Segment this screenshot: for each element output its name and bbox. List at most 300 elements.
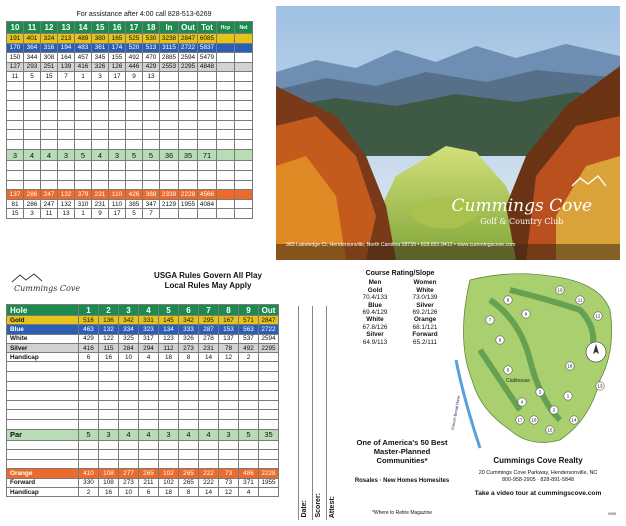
score-cell: 222 [199,469,219,478]
front-nine-header-row [7,305,279,316]
score-cell: 492 [239,343,259,352]
score-cell [217,199,235,209]
blank-cell [79,391,99,401]
blank-score-row [7,120,253,130]
score-cell: 486 [239,469,259,478]
forward-tee-row [7,199,253,209]
score-cell: 492 [126,53,143,63]
score-cell [217,34,235,44]
blank-cell [217,91,235,101]
blank-cell [179,130,198,140]
hole-number: 17 [517,417,523,423]
blank-cell [179,161,198,171]
score-cell: 563 [239,325,259,334]
blank-cell [217,130,235,140]
blank-score-row [7,391,279,401]
score-cell: 295 [199,316,219,325]
rating-cell: 70.4/133 [362,294,388,302]
blank-cell [239,391,259,401]
score-cell: 286 [24,199,41,209]
rating-cell: White [366,316,384,324]
blank-cell [92,110,109,120]
rating-cell: 69.4/129 [362,309,388,317]
blank-cell [75,180,92,190]
score-cell: 153 [219,325,239,334]
blank-cell [109,110,126,120]
blank-cell [79,440,99,450]
hcp-tee-row [7,72,253,82]
blank-cell [179,450,199,460]
front-nine-table [6,304,279,497]
score-cell: 108 [99,478,119,487]
blank-cell [109,140,126,150]
score-cell: 265 [139,469,159,478]
blank-cell [160,81,179,91]
blank-cell [179,140,198,150]
blank-cell [160,91,179,101]
header-cell: 2 [99,305,119,316]
score-cell: 139 [58,62,75,72]
blank-cell [41,180,58,190]
blank-cell [75,170,92,180]
score-cell: 316 [41,43,58,53]
blank-cell [159,400,179,410]
blank-cell [160,161,179,171]
score-cell: 136 [99,316,119,325]
header-cell: 5 [159,305,179,316]
score-cell: 108 [99,469,119,478]
score-cell [179,72,198,82]
rating-grid [350,279,450,346]
blank-cell [259,372,279,382]
blank-cell [217,101,235,111]
score-cell: 277 [119,469,139,478]
mountain-logo-icon [10,272,81,294]
score-cell [160,209,179,219]
score-cell: 2594 [259,334,279,343]
score-cell [217,209,235,219]
blank-cell [179,400,199,410]
blank-cell [179,410,199,420]
score-cell: 347 [143,199,160,209]
blank-cell [24,81,41,91]
blank-cell [239,459,259,469]
score-cell: 344 [24,53,41,63]
blank-cell [126,130,143,140]
score-cell: 13 [58,209,75,219]
score-cell [259,353,279,362]
rating-cell: Men [368,279,382,287]
blank-cell [7,391,79,401]
header-cell: 17 [126,22,143,34]
score-cell: 483 [75,43,92,53]
score-cell: 470 [143,53,160,63]
score-cell: 3 [92,72,109,82]
rules-text [98,271,318,291]
hole-number: 1 [566,393,570,399]
tee-label: Blue [7,325,79,334]
score-cell: 5 [24,72,41,82]
hole-label: Hole [7,305,79,316]
blank-cell [198,110,217,120]
home-types: Rosales · New Homes Homesites [354,478,450,484]
blank-cell [199,362,219,372]
blank-cell [119,420,139,430]
score-cell: 5837 [198,43,217,53]
hole-number: 14 [571,417,577,423]
hole-number: 13 [597,383,603,389]
blank-cell [160,110,179,120]
header-cell: 12 [41,22,58,34]
blank-cell [58,161,75,171]
score-cell: 191 [7,34,24,44]
score-cell: 7 [143,209,160,219]
rating-cell: 67.8/126 [362,323,388,331]
blank-cell [58,180,75,190]
blank-score-row [7,170,253,180]
score-cell: 4 [239,488,259,497]
score-cell [235,53,253,63]
score-cell: 165 [109,34,126,44]
blank-cell [143,110,160,120]
rating-cell: 65.2/111 [413,338,437,346]
blank-cell [58,110,75,120]
score-cell: 2129 [160,199,179,209]
score-cell: 73 [219,478,239,487]
score-cell: 1955 [259,478,279,487]
blank-cell [7,420,79,430]
front-nine-scorecard [6,266,342,522]
header-cell: 6 [179,305,199,316]
score-cell: 324 [41,34,58,44]
front-nine-header [6,266,342,304]
clubhouse-label: Clubhouse [506,378,530,384]
score-cell: 361 [92,43,109,53]
score-cell: 110 [109,190,126,200]
blank-cell [160,140,179,150]
blank-cell [239,450,259,460]
blank-cell [217,161,235,171]
par-cell: 4 [92,150,109,161]
tee-label: Forward [7,478,79,487]
score-cell: 122 [99,334,119,343]
blank-cell [139,440,159,450]
blank-cell [75,81,92,91]
score-cell: 323 [139,325,159,334]
forward-handicap-row [7,209,253,219]
blank-cell [119,400,139,410]
blank-cell [79,372,99,382]
blank-cell [119,450,139,460]
blank-cell [24,110,41,120]
video-tour-link[interactable]: Take a video tour at cummingscove.com [474,490,602,497]
score-cell: 571 [239,316,259,325]
blank-cell [99,372,119,382]
score-cell: 167 [219,316,239,325]
forward-tee-row [7,478,279,487]
blank-cell [198,120,217,130]
score-cell: 516 [79,316,99,325]
score-cell [198,72,217,82]
rating-cell: 68.1/121 [412,323,438,331]
blank-score-row [7,362,279,372]
blank-cell [199,391,219,401]
blank-score-row [7,381,279,391]
rating-cell: White [416,286,434,294]
blank-cell [139,391,159,401]
par-label: Par [7,429,79,440]
score-cell: 11 [41,209,58,219]
score-cell: 293 [24,62,41,72]
blank-cell [24,120,41,130]
score-cell: 2847 [179,34,198,44]
gold-tee-row [7,34,253,44]
tee-label: Handicap [7,488,79,497]
blank-cell [41,91,58,101]
blank-cell [199,410,219,420]
score-cell: 278 [199,334,219,343]
blank-cell [199,420,219,430]
blank-cell [179,120,198,130]
blank-cell [199,400,219,410]
header-cell: 9 [239,305,259,316]
hole-number: 3 [538,389,542,395]
score-cell: 287 [199,325,219,334]
blank-cell [179,381,199,391]
scorer-label: Scorer: [315,493,322,518]
score-cell: 380 [92,34,109,44]
score-cell: 326 [92,62,109,72]
par-cell: 35 [179,150,198,161]
blank-cell [41,130,58,140]
white-tee-row [7,53,253,63]
score-cell: 4848 [198,62,217,72]
blank-cell [219,450,239,460]
header-cell: 3 [119,305,139,316]
score-cell: 5 [126,209,143,219]
blank-cell [143,81,160,91]
blank-cell [235,120,253,130]
blank-cell [7,110,24,120]
score-cell: 385 [126,199,143,209]
blank-score-row [7,459,279,469]
blank-cell [7,372,79,382]
score-cell: 110 [109,199,126,209]
par-cell: 3 [99,429,119,440]
blank-cell [58,130,75,140]
par-cell: 3 [7,150,24,161]
blank-cell [126,161,143,171]
tee-label: Silver [7,343,79,352]
header-cell: 1 [79,305,99,316]
blank-score-row [7,110,253,120]
score-cell: 2847 [259,316,279,325]
realty-contact [458,470,618,483]
score-cell: 6085 [198,34,217,44]
blank-cell [239,440,259,450]
blank-score-row [7,440,279,450]
score-cell: 1 [75,72,92,82]
score-cell: 364 [24,43,41,53]
score-cell: 513 [143,43,160,53]
tee-label: Handicap [7,353,79,362]
blank-cell [143,161,160,171]
attest-label: Attest: [329,495,336,518]
par-cell: 5 [79,429,99,440]
blank-cell [179,391,199,401]
blank-cell [99,362,119,372]
score-cell: 231 [199,343,219,352]
score-cell: 4 [139,353,159,362]
date-column [298,306,312,520]
blank-cell [79,420,99,430]
blank-cell [259,459,279,469]
score-cell: 164 [58,53,75,63]
score-cell: 134 [159,325,179,334]
blank-cell [79,362,99,372]
blank-cell [58,91,75,101]
blank-cell [235,130,253,140]
blank-cell [199,381,219,391]
score-cell: 446 [126,62,143,72]
score-cell: 155 [109,53,126,63]
score-cell: 9 [92,209,109,219]
blank-cell [7,459,79,469]
blank-cell [259,420,279,430]
score-cell: 284 [119,343,139,352]
score-cell: 3 [24,209,41,219]
blank-score-row [7,140,253,150]
course-rating-block [350,270,450,346]
blank-cell [92,130,109,140]
hole-number: 8 [506,297,510,303]
blank-cell [92,170,109,180]
tee-label: Orange [7,469,79,478]
score-cell: 102 [159,478,179,487]
par-cell: 5 [143,150,160,161]
blank-cell [58,101,75,111]
score-cell: 2553 [160,62,179,72]
blank-cell [217,140,235,150]
blank-score-row [7,450,279,460]
realty-title: Cummings Cove Realty [493,456,583,465]
blank-cell [99,420,119,430]
cummings-cove-logo [10,272,81,294]
score-cell: 6 [139,488,159,497]
header-cell: 16 [109,22,126,34]
score-cell: 294 [139,343,159,352]
score-cell: 137 [219,334,239,343]
score-cell: 416 [79,343,99,352]
score-cell: 342 [119,316,139,325]
score-cell [217,62,235,72]
blank-cell [109,170,126,180]
community-slogan: One of America's 50 Best Master-Planned Communities* [356,438,448,465]
score-cell: 379 [75,190,92,200]
blank-cell [217,170,235,180]
hole-number: 16 [531,417,537,423]
rating-cell: Orange [413,316,437,324]
blank-cell [24,170,41,180]
blank-cell [219,372,239,382]
blank-cell [92,180,109,190]
hole-number: 6 [498,337,502,343]
blank-cell [24,140,41,150]
blank-cell [235,110,253,120]
blank-cell [198,161,217,171]
blank-cell [75,120,92,130]
score-cell [235,62,253,72]
logo-text: Cummings Cove [14,284,81,293]
score-cell [235,209,253,219]
blank-cell [109,120,126,130]
blank-cell [143,170,160,180]
rating-title: Course Rating/Slope [365,270,435,277]
score-cell: 388 [143,190,160,200]
blank-cell [119,459,139,469]
score-cell: 231 [92,199,109,209]
score-cell: 345 [92,53,109,63]
score-cell: 132 [58,190,75,200]
blank-cell [119,410,139,420]
blank-cell [179,420,199,430]
score-cell: 326 [179,334,199,343]
blank-cell [235,161,253,171]
blank-cell [58,120,75,130]
score-cell [217,43,235,53]
blank-cell [58,140,75,150]
blank-cell [139,372,159,382]
blue-tee-row [7,325,279,334]
blank-cell [159,372,179,382]
score-cell: 334 [119,325,139,334]
blank-cell [99,400,119,410]
blank-cell [139,400,159,410]
blank-cell [99,450,119,460]
assistance-text: For assistance after 4:00 call 828-513-6269 [76,11,212,18]
blank-cell [179,372,199,382]
blank-cell [79,410,99,420]
score-cell: 132 [58,199,75,209]
score-cell: 222 [199,478,219,487]
score-cell: 330 [79,478,99,487]
back-nine-header-row [7,22,253,34]
blank-cell [259,391,279,401]
score-cell: 416 [75,62,92,72]
score-cell [235,72,253,82]
par-cell: 36 [160,150,179,161]
score-cell: 12 [219,488,239,497]
blank-cell [99,440,119,450]
blank-cell [109,161,126,171]
blank-cell [199,440,219,450]
score-cell: 1955 [179,199,198,209]
score-cell: 333 [179,325,199,334]
score-cell: 525 [126,34,143,44]
blue-tee-row [7,43,253,53]
club-subtitle: Golf & Country Club [480,217,564,226]
hole-number: 12 [595,313,601,319]
blank-cell [259,440,279,450]
blank-cell [126,81,143,91]
blank-cell [126,91,143,101]
score-cell: 150 [7,53,24,63]
blank-cell [179,362,199,372]
blank-cell [235,140,253,150]
blank-cell [24,130,41,140]
score-cell: 273 [179,343,199,352]
header-cell: 8 [219,305,239,316]
